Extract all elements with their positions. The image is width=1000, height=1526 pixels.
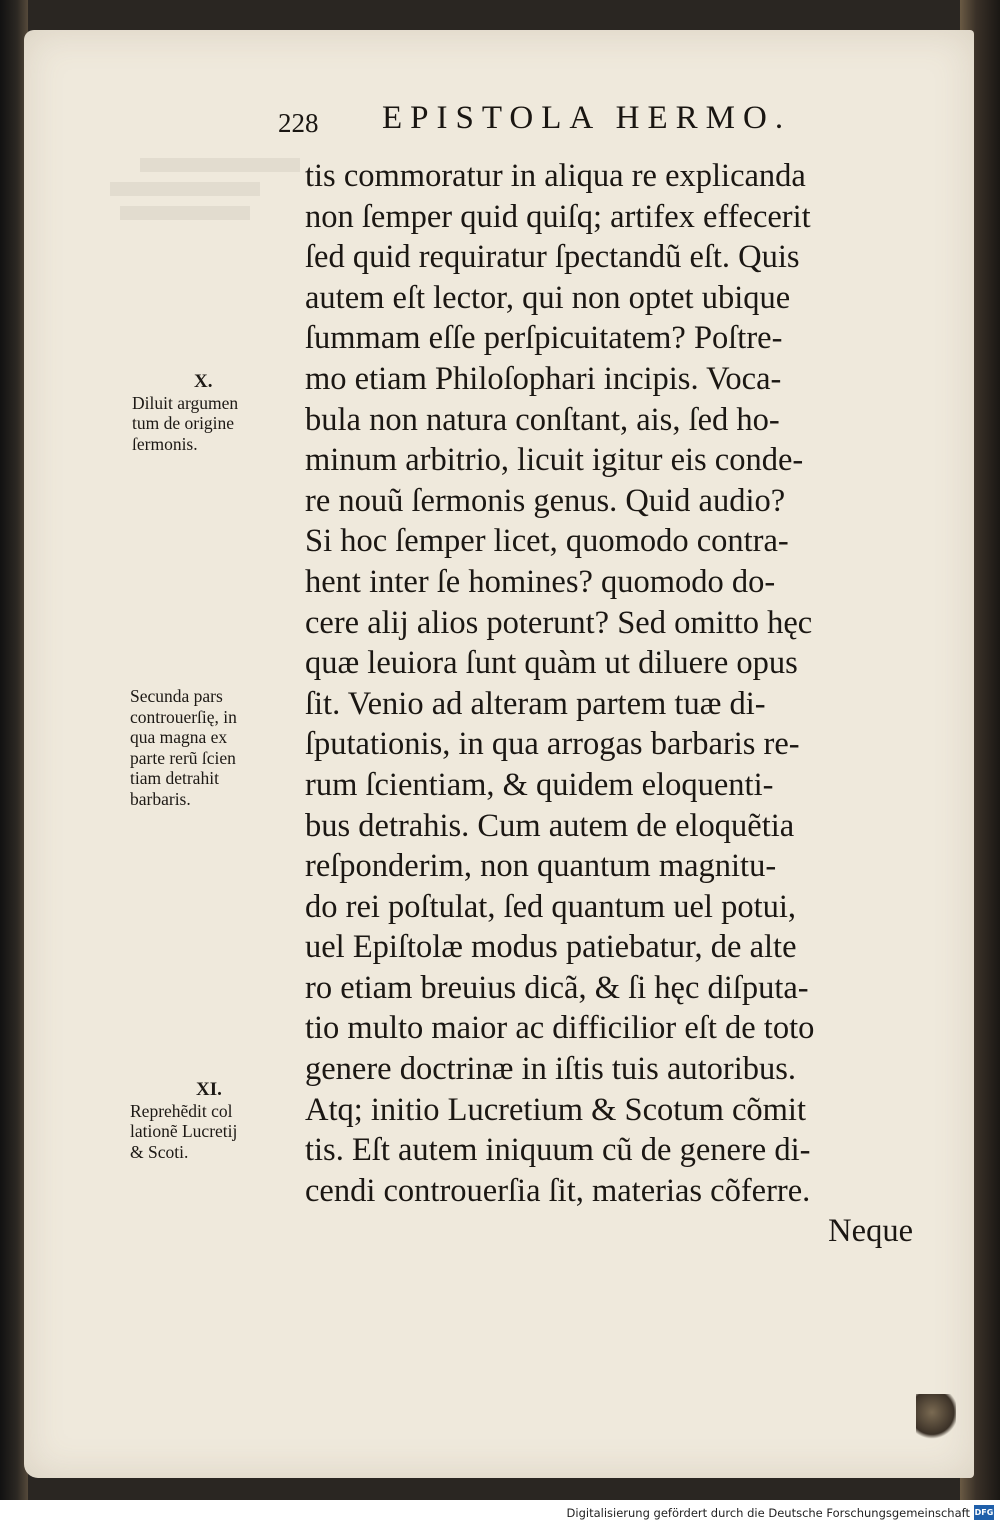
note-line: qua magna ex (130, 727, 228, 747)
running-title: EPISTOLA HERMO. (382, 100, 792, 136)
text-line: ſit. Venio ad alteram partem tuæ di- (305, 685, 766, 722)
text-line: autem eſt lector, qui non optet ubique (305, 279, 791, 316)
text-line: uel Epiſtolæ modus patiebatur, de alte (305, 929, 797, 966)
text-line: ſed quid requiratur ſpectandũ eſt. Quis (305, 239, 800, 276)
note-line: barbaris. (130, 788, 191, 809)
note-number: XI. (196, 1079, 222, 1100)
catchword: Neque (828, 1213, 913, 1250)
note-line: Diluit argumen (132, 392, 239, 413)
text-line: rum ſcientiam, & quidem eloquenti- (305, 766, 774, 803)
text-line: non ſemper quid quiſq; artifex effecerit (305, 198, 811, 235)
page-corner-damage (916, 1394, 956, 1440)
note-line: Reprehẽdit col (130, 1100, 233, 1121)
text-line: re nouũ ſermonis genus. Quid audio? (305, 482, 786, 519)
text-line: Si hoc ſemper licet, quomodo contra- (305, 523, 789, 560)
text-line: tio multo maior ac difficilior eſt de toto (305, 1010, 815, 1047)
text-line: mo etiam Philoſophari incipis. Voca- (305, 360, 782, 397)
text-line: tis commoratur in aliqua re explicanda (305, 158, 806, 194)
text-line: minum arbitrio, licuit igitur eis conde- (305, 442, 804, 479)
note-line: tum de origine (132, 413, 235, 433)
note-line: parte rerũ ſcien (130, 747, 236, 768)
text-line: ro etiam breuius dicã, & ſi hęc diſputa- (305, 969, 809, 1006)
page-header (278, 86, 878, 146)
funding-credit: Digitalisierung gefördert durch die Deutsche Forschungsgemeinschaft (566, 1506, 970, 1520)
text-line: Atq; initio Lucretium & Scotum cõmit (305, 1091, 806, 1128)
text-line: tis. Eſt autem iniquum cũ de genere di- (305, 1132, 811, 1169)
text-line: reſponderim, non quantum magnitu- (305, 848, 777, 885)
note-line: lationẽ Lucretij (130, 1121, 238, 1141)
marginal-note-11 (130, 1080, 298, 1162)
text-line: cendi controuerſia ſit, materias cõferre. (305, 1172, 811, 1209)
text-line: hent inter ſe homines? quomodo do- (305, 563, 776, 600)
show-through-ghost-text (100, 150, 270, 260)
main-text-block (305, 156, 913, 1252)
text-line: ſummam eſſe perſpicuitatem? Poſtre- (305, 320, 783, 357)
text-line: bula non natura conſtant, ais, ſed ho- (305, 401, 780, 438)
text-line: quæ leuiora ſunt quàm ut diluere opus (305, 645, 798, 682)
note-number: X. (194, 371, 213, 392)
text-line: do rei poſtulat, ſed quantum uel potui, (305, 888, 797, 925)
text-line: ſputationis, in qua arrogas barbaris re- (305, 726, 800, 763)
text-line: bus detrahis. Cum autem de eloquẽtia (305, 807, 795, 844)
note-line: ſermonis. (132, 433, 198, 454)
text-line: genere doctrinæ in iſtis tuis autoribus. (305, 1051, 797, 1088)
text-line: cere alij alios poterunt? Sed omitto hęc (305, 604, 813, 641)
note-line: controuerſię, in (130, 706, 237, 727)
note-line: & Scoti. (130, 1141, 189, 1162)
note-line: tiam detrahit (130, 768, 219, 788)
note-line: Secunda pars (130, 686, 223, 706)
digitization-footer (0, 1500, 1000, 1526)
marginal-note-secunda-pars (130, 686, 298, 809)
page-number: 228 (278, 108, 319, 138)
marginal-note-10 (132, 372, 297, 454)
dfg-logo-icon: DFG (974, 1505, 994, 1520)
